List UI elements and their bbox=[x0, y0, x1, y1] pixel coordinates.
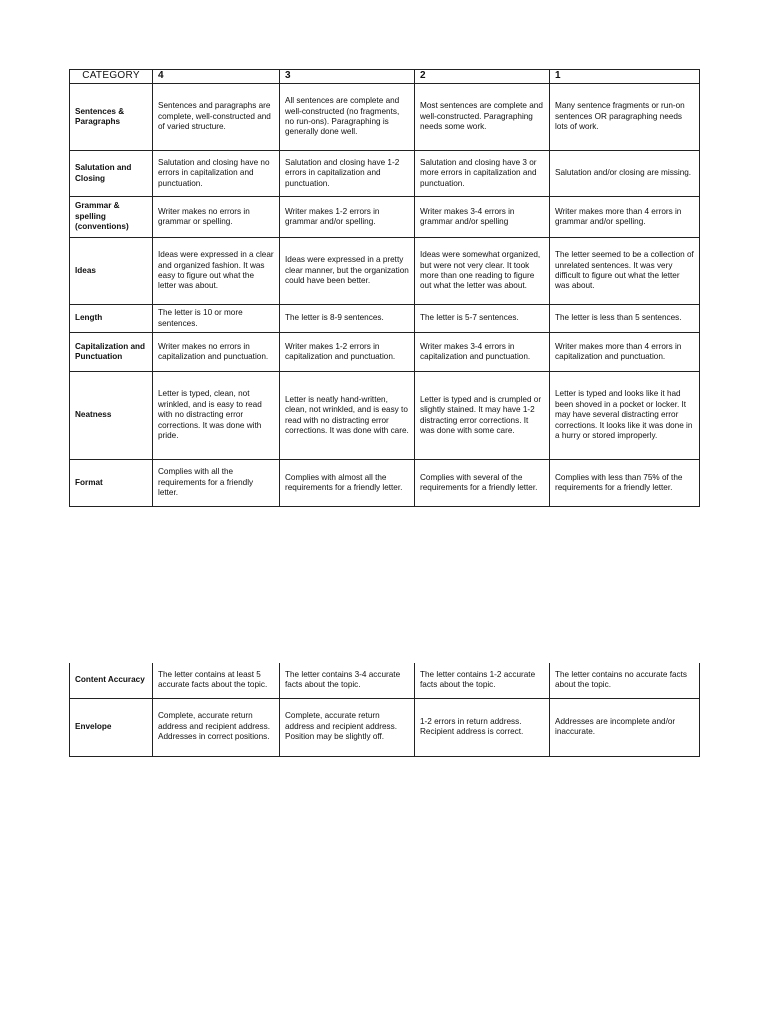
row-label: Grammar & spelling (conventions) bbox=[70, 197, 153, 238]
table-row bbox=[70, 151, 700, 197]
score-header-4: 4 bbox=[153, 70, 280, 84]
table-cell: Complies with several of the requirements for a friendly letter. bbox=[415, 460, 550, 507]
table-cell: Writer makes no errors in capitalization and punctuation. bbox=[153, 333, 280, 372]
table-cell: The letter is 5-7 sentences. bbox=[415, 305, 550, 333]
rubric-table-top bbox=[69, 69, 700, 507]
table-cell: Writer makes 1-2 errors in capitalization and punctuation. bbox=[280, 333, 415, 372]
row-label: Length bbox=[70, 305, 153, 333]
score-header-2: 2 bbox=[415, 70, 550, 84]
table-cell: The letter contains 1-2 accurate facts about the topic. bbox=[415, 663, 550, 698]
table-row bbox=[70, 372, 700, 460]
table-row bbox=[70, 333, 700, 372]
table-cell: Letter is neatly hand-written, clean, not wrinkled, and is easy to read with no distracting error corrections. It was done with care. bbox=[280, 372, 415, 460]
table-cell: Sentences and paragraphs are complete, well-constructed and of varied structure. bbox=[153, 84, 280, 151]
row-label: Content Accuracy bbox=[70, 663, 153, 698]
table-cell: The letter is 8-9 sentences. bbox=[280, 305, 415, 333]
table-cell: Letter is typed and is crumpled or slightly stained. It may have 1-2 distracting error corrections. It was done with some care. bbox=[415, 372, 550, 460]
table-cell: Writer makes 3-4 errors in capitalization and punctuation. bbox=[415, 333, 550, 372]
table-cell: Writer makes 3-4 errors in grammar and/or spelling bbox=[415, 197, 550, 238]
table-row bbox=[70, 305, 700, 333]
table-cell: Letter is typed, clean, not wrinkled, and is easy to read with no distracting error corrections. It was done with pride. bbox=[153, 372, 280, 460]
table-cell: Ideas were expressed in a pretty clear manner, but the organization could have been better. bbox=[280, 238, 415, 305]
table-cell: All sentences are complete and well-constructed (no fragments, no run-ons). Paragraphing is generally done well. bbox=[280, 84, 415, 151]
table-cell: Complies with less than 75% of the requirements for a friendly letter. bbox=[550, 460, 700, 507]
table-cell: The letter seemed to be a collection of unrelated sentences. It was very difficult to figure out what the letter was about. bbox=[550, 238, 700, 305]
row-label: Sentences & Paragraphs bbox=[70, 84, 153, 151]
table-cell: The letter contains no accurate facts about the topic. bbox=[550, 663, 700, 698]
row-label: Envelope bbox=[70, 698, 153, 756]
table-cell: Salutation and closing have 3 or more errors in capitalization and punctuation. bbox=[415, 151, 550, 197]
table-cell: The letter is 10 or more sentences. bbox=[153, 305, 280, 333]
table-row bbox=[70, 84, 700, 151]
table-row bbox=[70, 238, 700, 305]
table-row bbox=[70, 197, 700, 238]
table-row bbox=[70, 698, 700, 756]
table-row bbox=[70, 460, 700, 507]
table-cell: Complete, accurate return address and recipient address. Position may be slightly off. bbox=[280, 698, 415, 756]
table-cell: Complies with almost all the requirements for a friendly letter. bbox=[280, 460, 415, 507]
table-cell: Addresses are incomplete and/or inaccurate. bbox=[550, 698, 700, 756]
table-cell: Most sentences are complete and well-constructed. Paragraphing needs some work. bbox=[415, 84, 550, 151]
table-cell: Ideas were somewhat organized, but were not very clear. It took more than one reading to figure out what the letter was about. bbox=[415, 238, 550, 305]
table-cell: Salutation and/or closing are missing. bbox=[550, 151, 700, 197]
row-label: Capitalization and Punctuation bbox=[70, 333, 153, 372]
table-cell: Writer makes 1-2 errors in grammar and/or spelling. bbox=[280, 197, 415, 238]
rubric-table-bottom bbox=[69, 663, 700, 757]
row-label: Salutation and Closing bbox=[70, 151, 153, 197]
category-header: CATEGORY bbox=[70, 70, 153, 84]
header-row bbox=[70, 70, 700, 84]
score-header-3: 3 bbox=[280, 70, 415, 84]
table-cell: Salutation and closing have 1-2 errors in capitalization and punctuation. bbox=[280, 151, 415, 197]
row-label: Ideas bbox=[70, 238, 153, 305]
table-cell: Writer makes more than 4 errors in grammar and/or spelling. bbox=[550, 197, 700, 238]
table-cell: The letter contains at least 5 accurate facts about the topic. bbox=[153, 663, 280, 698]
row-label: Format bbox=[70, 460, 153, 507]
row-label: Neatness bbox=[70, 372, 153, 460]
score-header-1: 1 bbox=[550, 70, 700, 84]
table-cell: Salutation and closing have no errors in capitalization and punctuation. bbox=[153, 151, 280, 197]
table-cell: The letter contains 3-4 accurate facts about the topic. bbox=[280, 663, 415, 698]
table-row bbox=[70, 663, 700, 698]
table-cell: Complete, accurate return address and recipient address. Addresses in correct positions. bbox=[153, 698, 280, 756]
table-cell: Writer makes more than 4 errors in capitalization and punctuation. bbox=[550, 333, 700, 372]
table-cell: 1-2 errors in return address. Recipient address is correct. bbox=[415, 698, 550, 756]
table-cell: Complies with all the requirements for a friendly letter. bbox=[153, 460, 280, 507]
table-cell: Ideas were expressed in a clear and organized fashion. It was easy to figure out what the letter was about. bbox=[153, 238, 280, 305]
table-cell: Writer makes no errors in grammar or spelling. bbox=[153, 197, 280, 238]
table-cell: Letter is typed and looks like it had been shoved in a pocket or locker. It may have several distracting error corrections. It looks like it was done in a hurry or stored improperly. bbox=[550, 372, 700, 460]
table-cell: The letter is less than 5 sentences. bbox=[550, 305, 700, 333]
table-cell: Many sentence fragments or run-on sentences OR paragraphing needs lots of work. bbox=[550, 84, 700, 151]
